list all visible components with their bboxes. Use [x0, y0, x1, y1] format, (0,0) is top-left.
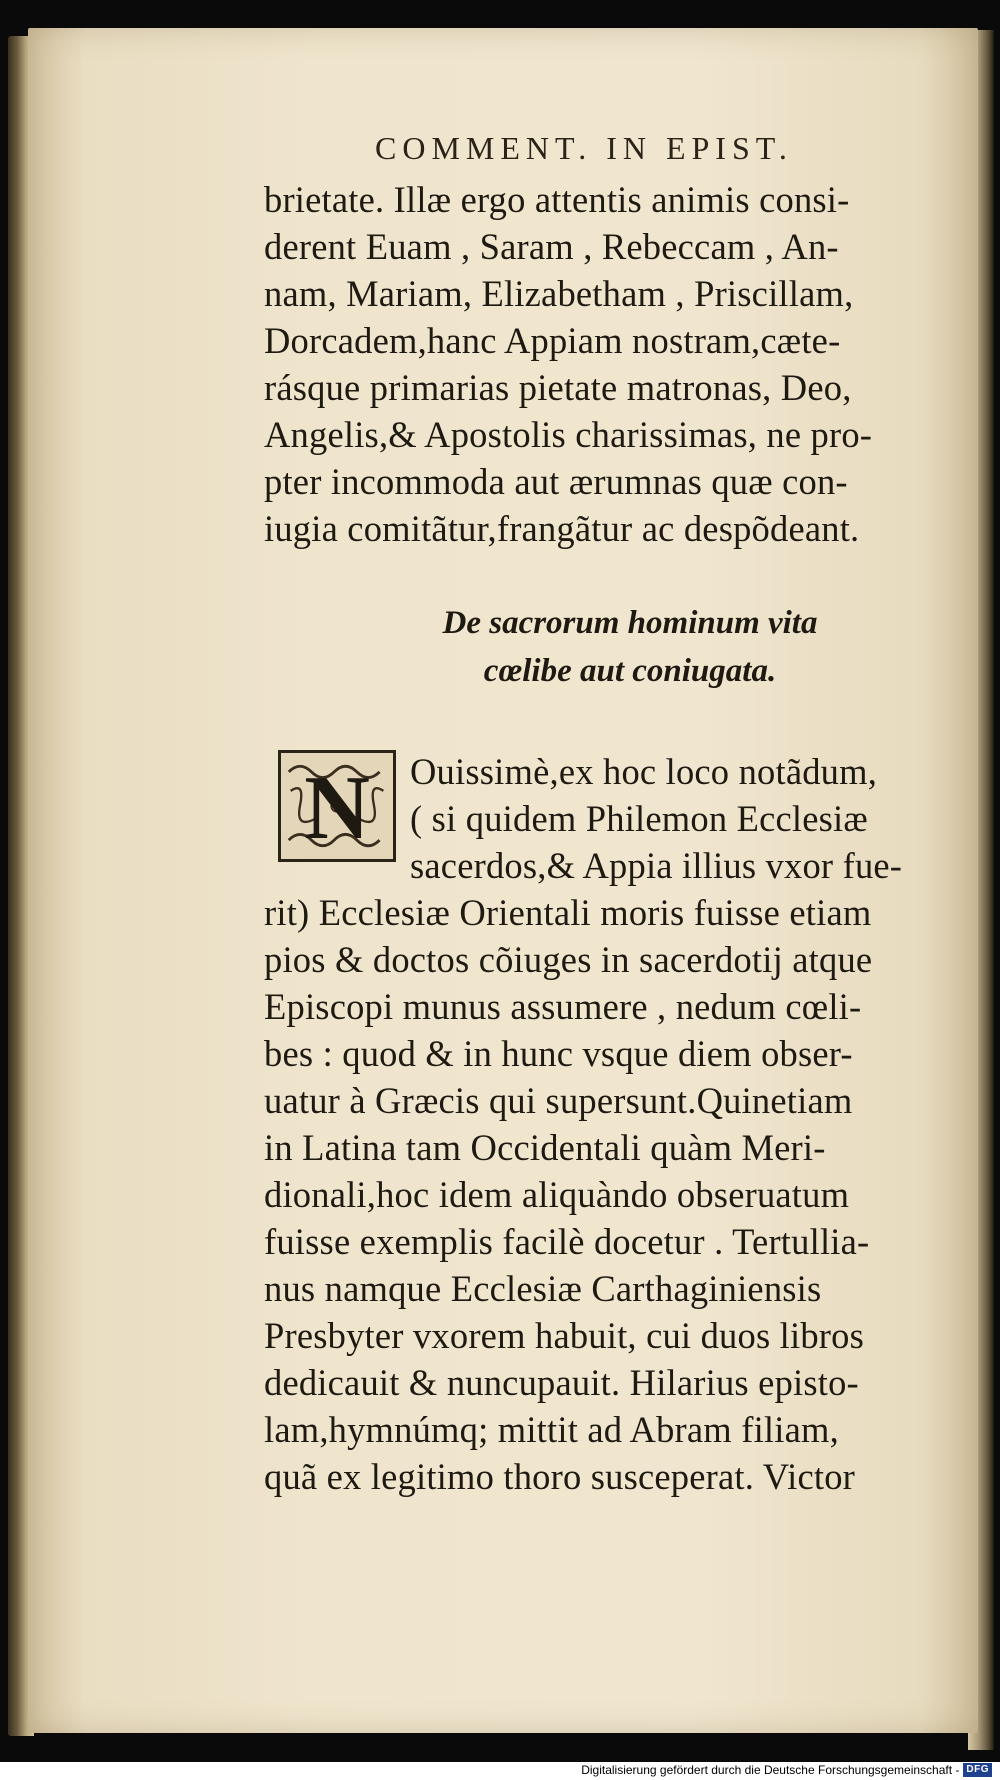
text-line: dedicauit & nuncupauit. Hilarius episto-: [264, 1362, 859, 1403]
svg-text:N: N: [304, 757, 370, 859]
text-line: pter incommoda aut ærumnas quæ con-: [264, 461, 848, 502]
text-line: dionali,hoc idem aliquàndo obseruatum: [264, 1174, 850, 1215]
text-line: Dorcadem,hanc Appiam nostram,cæte-: [264, 320, 841, 361]
text-line: Presbyter vxorem habuit, cui duos libros: [264, 1315, 865, 1356]
text-line: nam, Mariam, Elizabetham , Priscillam,: [264, 273, 854, 314]
decorated-initial-n: [278, 750, 396, 862]
text-line: nus namque Ecclesiæ Carthaginiensis: [264, 1268, 822, 1309]
text-line: ( si quidem Philemon Ecclesiæ: [410, 798, 868, 839]
running-header: COMMENT. IN EPIST.: [375, 130, 793, 166]
section-heading-line: cœlibe aut coniugata.: [483, 653, 777, 689]
text-line: Angelis,& Apostolis charissimas, ne pro-: [264, 414, 873, 455]
text-line: sacerdos,& Appia illius vxor fue-: [410, 845, 903, 886]
text-line: Ouissimè,ex hoc loco notãdum,: [410, 751, 878, 792]
text-line: iugia comitãtur,frangãtur ac despõdeant.: [264, 508, 860, 549]
section-heading-line: De sacrorum hominum vita: [442, 605, 818, 641]
text-line: rit) Ecclesiæ Orientali moris fuisse etiam: [264, 892, 872, 933]
dfg-logo: DFG: [963, 1763, 992, 1777]
credit-text: Digitalisierung gefördert durch die Deutsche Forschungsgemeinschaft -: [581, 1763, 960, 1777]
ornament-icon: [281, 753, 393, 859]
text-line: bes : quod & in hunc vsque diem obser-: [264, 1033, 853, 1074]
text-line: brietate. Illæ ergo attentis animis consi-: [264, 179, 850, 220]
text-line: pios & doctos cõiuges in sacerdotij atque: [264, 939, 873, 980]
text-line: lam,hymnúmq; mittit ad Abram filiam,: [264, 1409, 839, 1450]
text-line: quã ex legitimo thoro susceperat. Victor: [264, 1456, 856, 1497]
text-line: rásque primarias pietate matronas, Deo,: [264, 367, 852, 408]
text-line: derent Euam , Saram , Rebeccam , An-: [264, 226, 839, 267]
text-line: Episcopi munus assumere , nedum cœli-: [264, 986, 862, 1027]
text-line: fuisse exemplis facilè docetur . Tertullia-: [264, 1221, 870, 1262]
text-line: uatur à Græcis qui supersunt.Quinetiam: [264, 1080, 853, 1121]
text-line: in Latina tam Occidentali quàm Meri-: [264, 1127, 826, 1168]
digitization-credit: [581, 1763, 992, 1777]
